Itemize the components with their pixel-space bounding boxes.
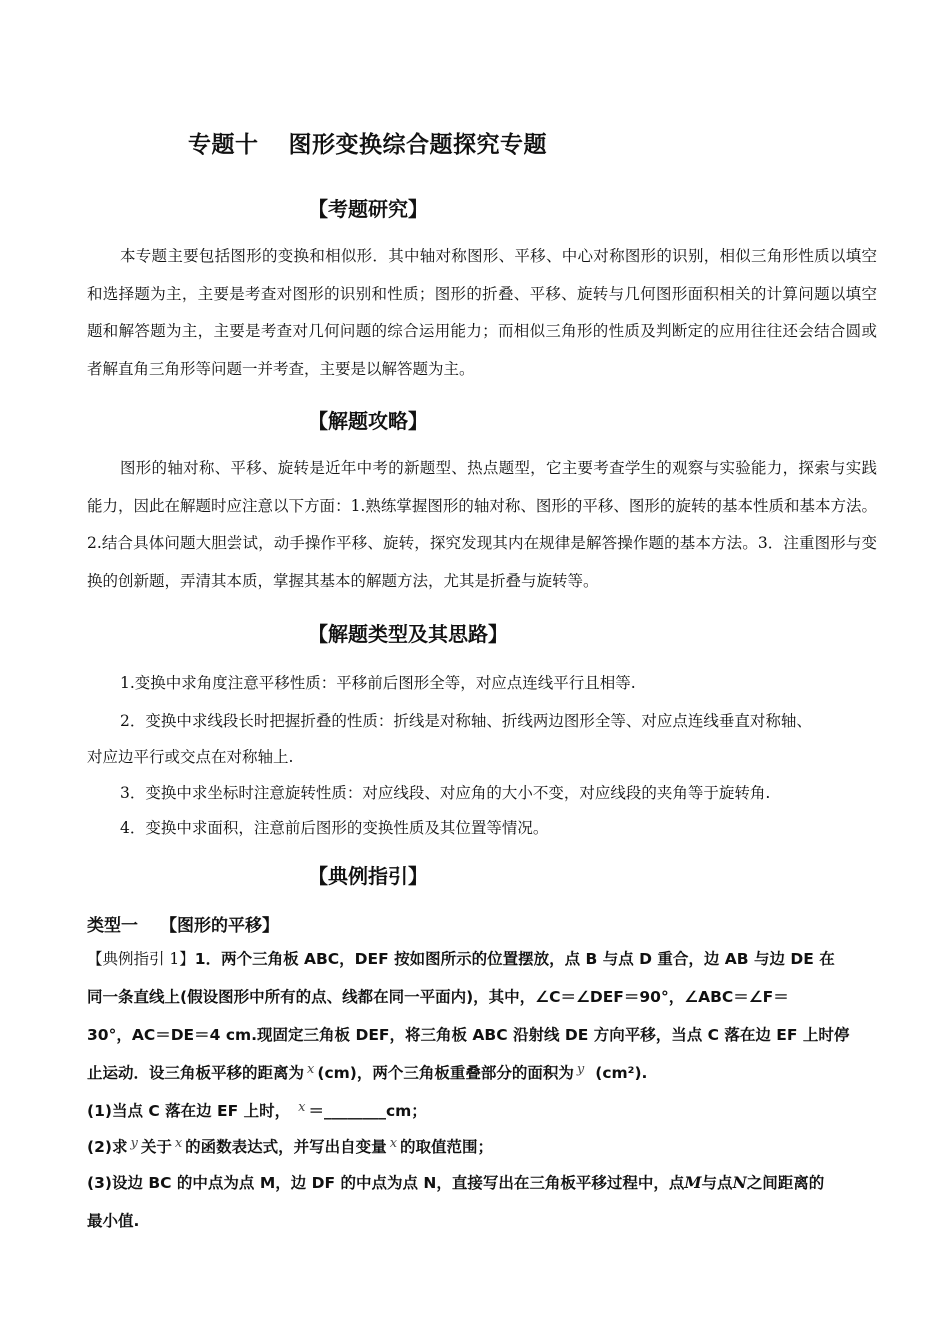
question-1-equals: ＝ [308,1102,324,1120]
variable-x-q1: x [298,1100,306,1115]
research-paragraph: 本专题主要包括图形的变换和相似形．其中轴对称图形、平移、中心对称图形的识别，相似三角形性质以填空和选择题为主，主要是考查对图形的识别和性质；图形的折叠、平移、旋转与几何图形面积相关的计算问题以填空题和解答题为主，主要是考查对几何问题的综合运用能力；而相似三角形的性质及判断定的应用往往还会结合圆或者解直角三角形等问题一并考查，主要是以解答题为主。 [87,247,877,378]
question-2-part-b: 关于 [140,1138,172,1156]
question-3-part-a: (3)设边 BC 的中点为点 M，边 DF 的中点为点 N，直接写出在三角板平移过程中，点 [87,1174,685,1192]
example-line-2: 同一条直线上(假设图形中所有的点、线都在同一平面内)，其中，∠C＝∠DEF＝90°，∠ABC＝∠F＝ [87,988,789,1006]
question-3 [87,1171,824,1193]
variable-y: y [576,1062,585,1077]
section-heading-research: 【考题研究】 [308,197,428,221]
variable-x-q2b: x [389,1136,398,1151]
category-label: 类型一 [87,916,138,936]
variable-n: N [732,1173,747,1192]
example-tag: 【典例指引 1】 [87,950,195,968]
question-3-part-c: 之间距离的 [746,1174,825,1192]
question-2 [87,1135,493,1157]
question-3-part-b: 与点 [701,1174,733,1192]
example-line-4b: (cm)，两个三角板重叠部分的面积为 [317,1064,574,1082]
category-name: 【图形的平移】 [160,916,279,936]
example-line-4c: (cm²). [595,1064,648,1082]
type-item-4: 4．变换中求面积，注意前后图形的变换性质及其位置等情况。 [120,819,549,837]
section-heading-strategy: 【解题攻略】 [308,409,428,433]
variable-x-q2: x [174,1136,183,1151]
example-line-1 [87,947,835,969]
type-item-2-cont: 对应边平行或交点在对称轴上. [87,748,294,766]
question-2-part-d: 的取值范围； [400,1138,494,1156]
question-2-part-a: (2)求 [87,1138,128,1156]
title-part2: 图形变换综合题探究专题 [288,132,547,158]
question-1-text: (1)当点 C 落在边 EF 上时， [87,1102,291,1120]
example-line-4 [87,1061,647,1083]
example-line-3: 30°，AC＝DE＝4 cm.现固定三角板 DEF，将三角板 ABC 沿射线 DE 方向平移，当点 C 落在边 EF 上时停 [87,1026,850,1044]
answer-blank[interactable]: ________ [323,1102,386,1120]
section-heading-examples: 【典例指引】 [308,864,428,888]
page-title [188,126,547,159]
question-1-unit: cm； [385,1102,427,1120]
type-item-3: 3．变换中求坐标时注意旋转性质：对应线段、对应角的大小不变，对应线段的夹角等于旋转角. [120,784,771,802]
section-heading-types: 【解题类型及其思路】 [308,622,508,646]
variable-y-q2: y [130,1136,138,1151]
variable-m: M [684,1173,702,1192]
category-heading [87,911,279,936]
question-3-cont: 最小值. [87,1212,140,1230]
strategy-paragraph: 图形的轴对称、平移、旋转是近年中考的新题型、热点题型，它主要考查学生的观察与实验能力，探索与实践能力，因此在解题时应注意以下方面：1.熟练掌握图形的轴对称、图形的平移、图形的旋转的基本性质和基本方法。2.结合具体问题大胆尝试，动手操作平移、旋转，探究发现其内在规律是解答操作题的基本方法。3．注重图形与变换的创新题，弄清其本质，掌握其基本的解题方法，尤其是折叠与旋转等。 [87,459,877,590]
question-1 [87,1099,427,1121]
title-part1: 专题十 [188,132,259,158]
type-item-2: 2．变换中求线段长时把握折叠的性质：折线是对称轴、折线两边图形全等、对应点连线垂直对称轴、 [120,712,812,730]
question-2-part-c: 的函数表达式，并写出自变量 [185,1138,387,1156]
variable-x: x [307,1062,315,1077]
example-line-4a: 止运动．设三角板平移的距离为 [87,1064,305,1082]
example-line-1-text: 1．两个三角板 ABC，DEF 按如图所示的位置摆放，点 B 与点 D 重合，边 AB 与边 DE 在 [194,950,835,968]
type-item-1: 1.变换中求角度注意平移性质：平移前后图形全等，对应点连线平行且相等. [120,674,636,692]
